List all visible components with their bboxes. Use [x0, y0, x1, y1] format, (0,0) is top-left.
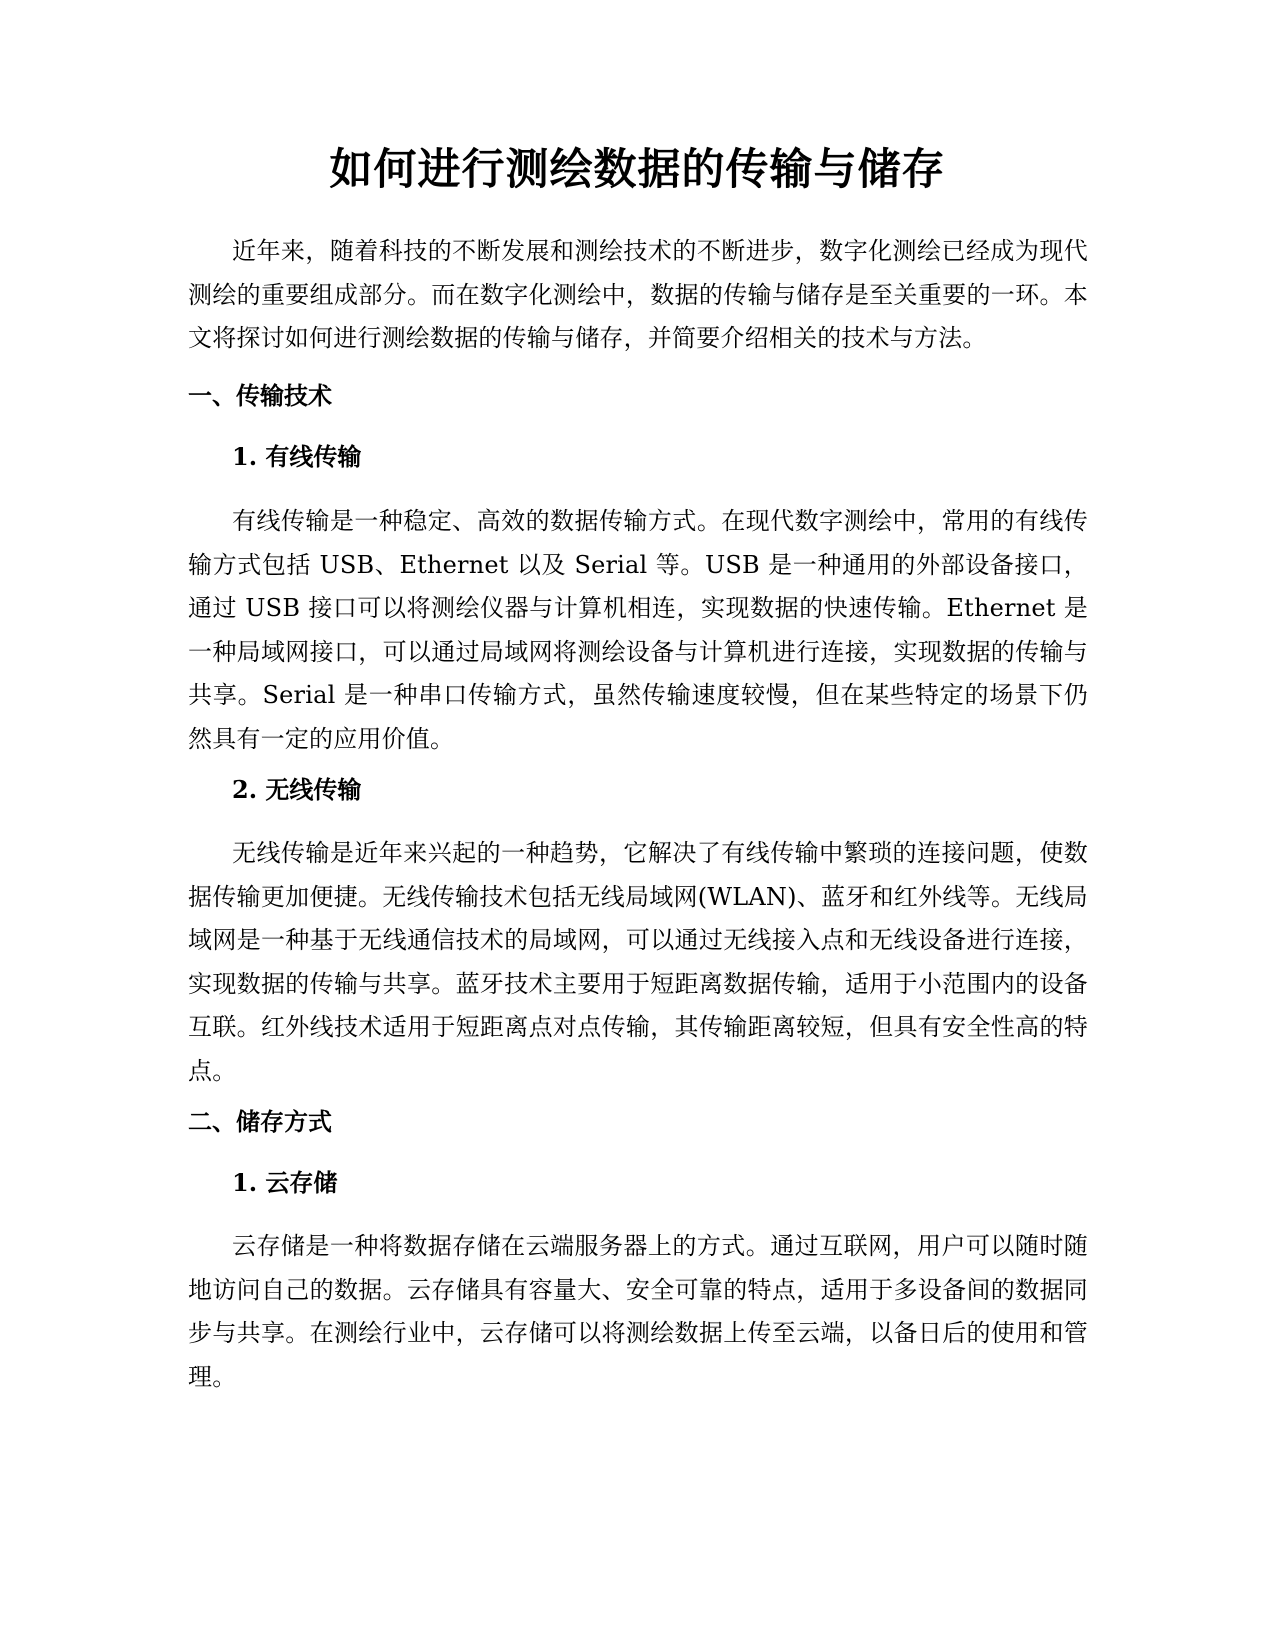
paragraph-wireless-transmission: 无线传输是近年来兴起的一种趋势，它解决了有线传输中繁琐的连接问题，使数据传输更加便捷。无线传输技术包括无线局域网(WLAN)、蓝牙和红外线等。无线局域网是一种基于无线通信技术的局域网，可以通过无线接入点和无线设备进行连接，实现数据的传输与共享。蓝牙技术主要用于短距离数据传输，适用于小范围内的设备互联。红外线技术适用于短距离点对点传输，其传输距离较短，但具有安全性高的特点。	[188, 839, 1088, 1085]
subsection-heading-wired: 1. 有线传输	[232, 442, 362, 471]
subsection-heading-wireless: 2. 无线传输	[232, 775, 362, 804]
intro-paragraph: 近年来，随着科技的不断发展和测绘技术的不断进步，数字化测绘已经成为现代测绘的重要组成部分。而在数字化测绘中，数据的传输与储存是至关重要的一环。本文将探讨如何进行测绘数据的传输与储存，并简要介绍相关的技术与方法。	[188, 237, 1088, 352]
paragraph-cloud-storage: 云存储是一种将数据存储在云端服务器上的方式。通过互联网，用户可以随时随地访问自己的数据。云存储具有容量大、安全可靠的特点，适用于多设备间的数据同步与共享。在测绘行业中，云存储可以将测绘数据上传至云端，以备日后的使用和管理。	[188, 1232, 1088, 1391]
document-title: 如何进行测绘数据的传输与储存	[329, 145, 946, 195]
section-heading-transmission: 一、传输技术	[188, 382, 332, 410]
section-heading-storage: 二、储存方式	[188, 1108, 332, 1136]
paragraph-wired-transmission: 有线传输是一种稳定、高效的数据传输方式。在现代数字测绘中，常用的有线传输方式包括 USB、Ethernet 以及 Serial 等。USB 是一种通用的外部设备接口，通过 USB 接口可以将测绘仪器与计算机相连，实现数据的快速传输。Ethernet 是一种局域网接口，可以通过局域网将测绘设备与计算机进行连接，实现数据的传输与共享。Serial 是一种串口传输方式，虽然传输速度较慢，但在某些特定的场景下仍然具有一定的应用价值。	[188, 507, 1088, 753]
subsection-heading-cloud: 1. 云存储	[232, 1168, 338, 1197]
